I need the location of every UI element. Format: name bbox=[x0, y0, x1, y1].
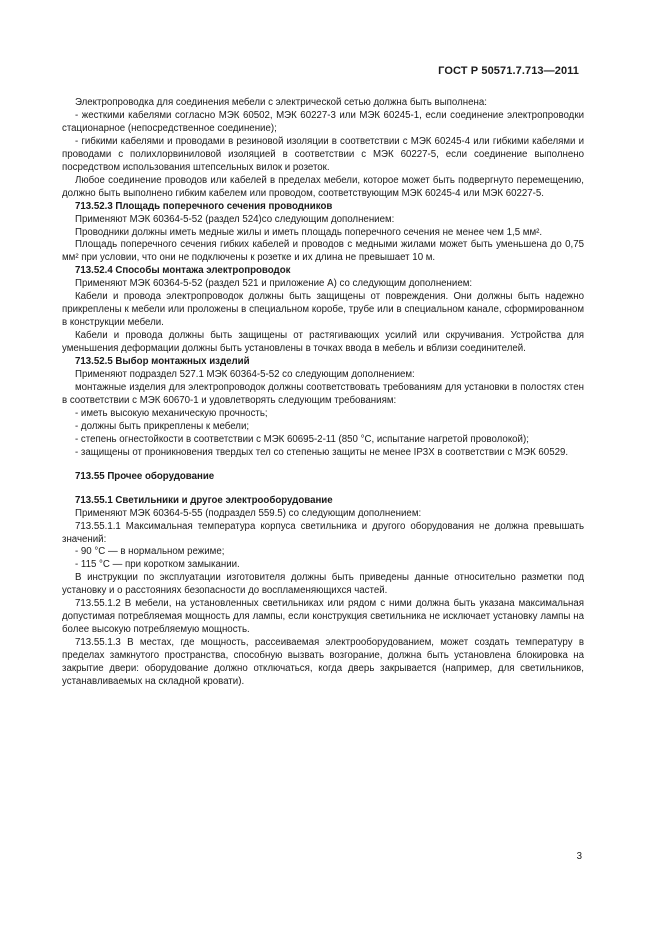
section-heading: 713.55 Прочее оборудование bbox=[75, 470, 215, 482]
paragraph: Площадь поперечного сечения гибких кабелей и проводов с медными жилами может быть уменьшена до 0,75 мм² при условии, что они не подключены к розетке и их длина не превышает 10 м. bbox=[62, 239, 584, 264]
paragraph: Применяют МЭК 60364-5-52 (раздел 521 и приложение А) со следующим дополнением: bbox=[75, 278, 473, 290]
paragraph: 713.55.1.2 В мебели, на установленных светильниках или рядом с ними должна быть указана максимальная допустимая потребляемая мощность для лампы, если конструкция светильника не исключает установку лампы на более высокую потребляемую мощность. bbox=[62, 598, 584, 636]
paragraph: - защищены от проникновения твердых тел со степенью защиты не менее IP3X в соответствии с МЭК 60529. bbox=[75, 446, 569, 458]
paragraph: - должны быть прикреплены к мебели; bbox=[75, 420, 250, 432]
paragraph: - иметь высокую механическую прочность; bbox=[75, 407, 268, 419]
paragraph: Применяют подраздел 527.1 МЭК 60364-5-52 со следующим дополнением: bbox=[75, 369, 415, 381]
section-heading: 713.52.5 Выбор монтажных изделий bbox=[75, 356, 250, 368]
paragraph: - степень огнестойкости в соответствии с МЭК 60695-2-11 (850 °С, испытание нагретой проволокой); bbox=[75, 433, 529, 445]
paragraph: Кабели и провода электропроводок должны быть защищены от повреждения. Они должны быть надежно прикреплены к мебели или проложены в специальном коробе, трубе или в специальном канале, сформированном в конструкции мебели. bbox=[62, 291, 584, 329]
paragraph: Электропроводка для соединения мебели с электрической сетью должна быть выполнена: bbox=[75, 97, 487, 108]
document-body bbox=[62, 97, 584, 689]
page-number: 3 bbox=[576, 851, 582, 862]
paragraph: 713.55.1.1 Максимальная температура корпуса светильника и другого оборудования не должна превышать значений: bbox=[62, 520, 584, 545]
section-heading: 713.52.4 Способы монтажа электропроводок bbox=[75, 265, 291, 277]
paragraph: Любое соединение проводов или кабелей в пределах мебели, которое может быть подвергнуто перемещению, должно быть выполнено гибким кабелем или проводом, соответствующим МЭК 60245-4 или МЭК 60227-5. bbox=[62, 174, 584, 199]
paragraph: - 115 °С — при коротком замыкании. bbox=[75, 559, 240, 571]
section-heading: 713.55.1 Светильники и другое электрооборудование bbox=[75, 494, 333, 506]
section-heading: 713.52.3 Площадь поперечного сечения проводников bbox=[75, 200, 333, 212]
paragraph: - гибкими кабелями и проводами в резиновой изоляции в соответствии с МЭК 60245-4 или гибкими кабелями и проводами с полихлорвиниловой изоляцией в соответствии с МЭК 60227-5, если соединение выполнено посредством использования штепсельных вилок и розеток. bbox=[62, 135, 584, 173]
document-header: ГОСТ Р 50571.7.713—2011 bbox=[438, 65, 579, 77]
paragraph: 713.55.1.3 В местах, где мощность, рассеиваемая электрооборудованием, может создать температуру в пределах замкнутого пространства, способную вызвать возгорание, должна быть установлена блокировка на закрытие двери: оборудование должно отключаться, когда дверь закрывается (например, для светильников, устанавливаемых на складной кровати). bbox=[62, 637, 584, 687]
paragraph: - жесткими кабелями согласно МЭК 60502, МЭК 60227-3 или МЭК 60245-1, если соединение электропроводки стационарное (непосредственное соединение); bbox=[62, 109, 584, 134]
paragraph: Применяют МЭК 60364-5-52 (раздел 524)со следующим дополнением: bbox=[75, 213, 395, 225]
paragraph: - 90 °С — в нормальном режиме; bbox=[75, 546, 225, 558]
paragraph: Кабели и провода должны быть защищены от растягивающих усилий или скручивания. Устройства для уменьшения деформации должны быть установлены в точках ввода в мебель и вблизи соединителей. bbox=[62, 330, 584, 355]
paragraph: монтажные изделия для электропроводок должны соответствовать требованиям для установки в полостях стен в соответствии с МЭК 60670-1 и удовлетворять следующим требованиям: bbox=[62, 381, 584, 406]
paragraph: Проводники должны иметь медные жилы и иметь площадь поперечного сечения не менее чем 1,5 мм². bbox=[75, 226, 543, 238]
paragraph: В инструкции по эксплуатации изготовителя должны быть приведены данные относительно разметки под установку и о расстояниях безопасности до воспламеняющихся частей. bbox=[62, 572, 584, 597]
paragraph: Применяют МЭК 60364-5-55 (подраздел 559.5) со следующим дополнением: bbox=[75, 507, 422, 519]
